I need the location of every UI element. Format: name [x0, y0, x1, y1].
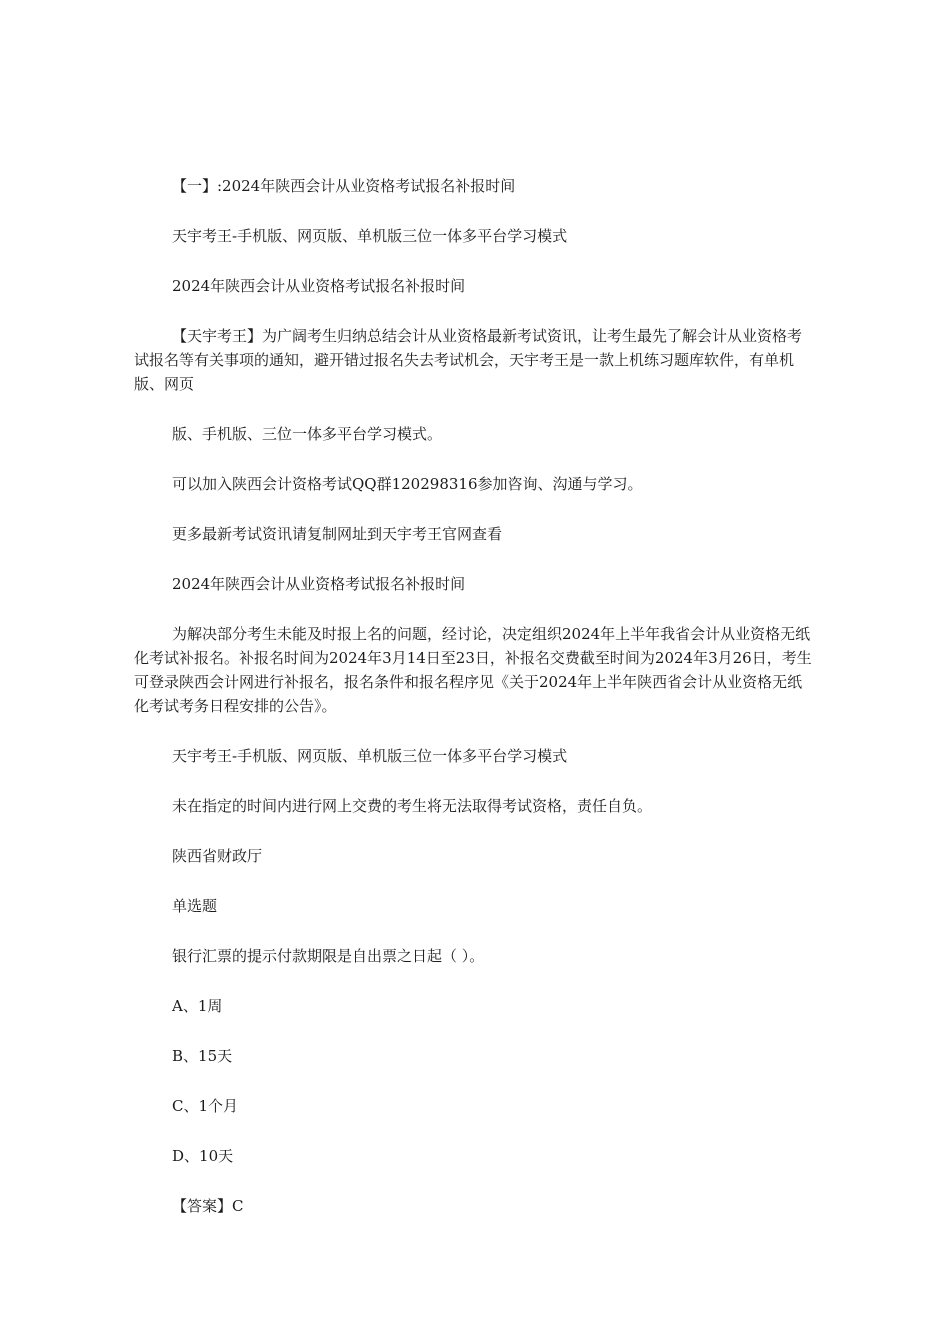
- option-a: A、1周: [172, 997, 223, 1015]
- option-b: B、15天: [172, 1047, 233, 1065]
- more-info-line: 更多最新考试资讯请复制网址到天宇考王官网查看: [172, 525, 503, 543]
- payment-warning: 未在指定的时间内进行网上交费的考生将无法取得考试资格，责任自负。: [172, 797, 653, 815]
- article-title-repeat: 2024年陕西会计从业资格考试报名补报时间: [172, 575, 466, 593]
- promo-line-repeat: 天宇考王-手机版、网页版、单机版三位一体多平台学习模式: [172, 747, 568, 765]
- section-heading: 【一】:2024年陕西会计从业资格考试报名补报时间: [172, 177, 516, 195]
- qq-group-line: 可以加入陕西会计资格考试QQ群120298316参加咨询、沟通与学习。: [172, 475, 643, 493]
- intro-paragraph-continued: 版、手机版、三位一体多平台学习模式。: [172, 425, 443, 443]
- answer-line: 【答案】C: [172, 1197, 244, 1215]
- article-title: 2024年陕西会计从业资格考试报名补报时间: [172, 277, 466, 295]
- issuer-line: 陕西省财政厅: [172, 847, 263, 865]
- question-type: 单选题: [172, 897, 218, 915]
- question-text: 银行汇票的提示付款期限是自出票之日起（ ）。: [172, 947, 485, 965]
- notice-paragraph: 为解决部分考生未能及时报上名的问题，经讨论，决定组织2024年上半年我省会计从业资格无纸化考试补报名。补报名时间为2024年3月14日至23日，补报名交费截至时间为2024年3月26日，考生可登录陕西会计网进行补报名，报名条件和报名程序见《关于2024年上半年陕西省会计从业资格无纸化考试考务日程安排的公告》。: [134, 625, 812, 715]
- option-d: D、10天: [172, 1147, 234, 1165]
- promo-line: 天宇考王-手机版、网页版、单机版三位一体多平台学习模式: [172, 227, 568, 245]
- option-c: C、1个月: [172, 1097, 239, 1115]
- intro-paragraph: 【天宇考王】为广阔考生归纳总结会计从业资格最新考试资讯，让考生最先了解会计从业资格考试报名等有关事项的通知，避开错过报名失去考试机会，天宇考王是一款上机练习题库软件，有单机版、网页: [134, 327, 803, 393]
- document-body: [134, 174, 812, 1244]
